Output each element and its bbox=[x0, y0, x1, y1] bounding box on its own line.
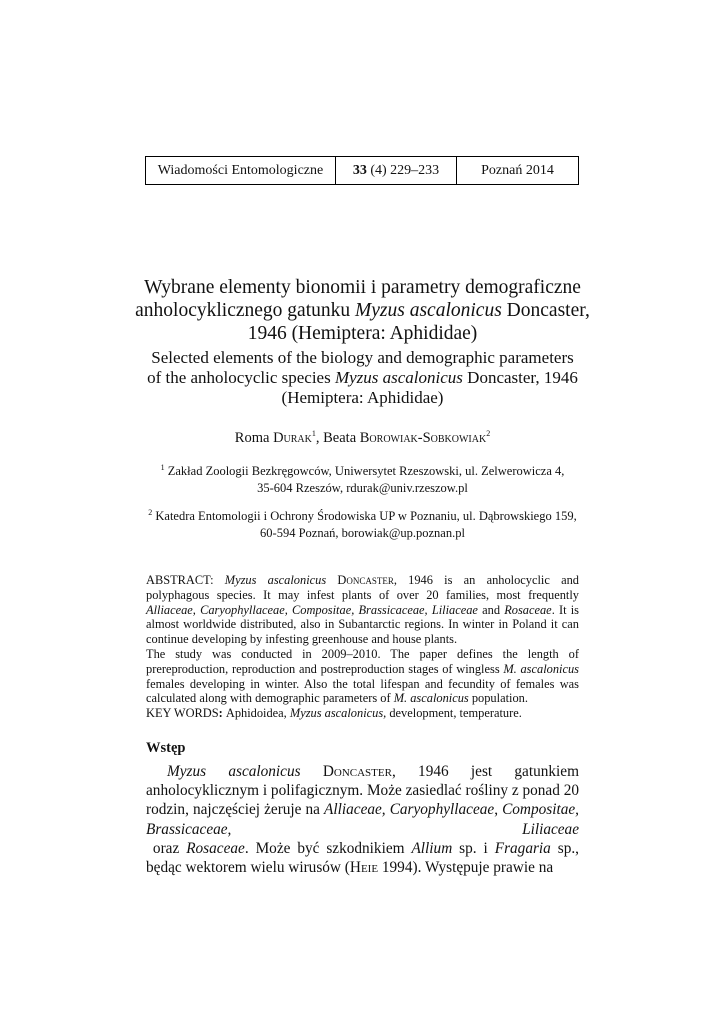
abstract-paragraph-2: The study was conducted in 2009–2010. The paper defines the length of prereproduction, reproduction and postreproduction stages of wingless M. ascalonicus females developing in winter. Also the total lifespan and fecundity of females was calculated along with demographic parameters of M. ascalonicus population. bbox=[146, 646, 579, 706]
journal-name: Wiadomości Entomologiczne bbox=[146, 157, 336, 184]
abstract bbox=[146, 573, 579, 706]
title-en-line1: Selected elements of the biology and demographic parameters bbox=[151, 348, 574, 367]
title-polish bbox=[90, 276, 635, 345]
title-pl-line3: 1946 (Hemiptera: Aphididae) bbox=[247, 323, 478, 344]
journal-header-box bbox=[145, 156, 579, 185]
issue-pages: (4) 229–233 bbox=[366, 162, 440, 178]
section-heading: Wstęp bbox=[146, 740, 186, 756]
body-paragraph: Myzus ascalonicus Doncaster, 1946 jest gatunkiem anholocyklicznym i polifagicznym. Może zasiedlać rośliny z ponad 20 rodzin, najczęściej żeruje na Alliaceae, Caryophyllaceae, Compositae, Brassicaceae, Liliaceae oraz Rosaceae. Może być szkodnikiem Allium sp. i Fragaria sp., będąc wektorem wielu wirusów (Heie 1994). Występuje prawie na bbox=[146, 763, 579, 877]
title-en-species: Myzus ascalonicus bbox=[334, 368, 463, 387]
authors: Roma Durak$^1$, Beata Borowiak-Sobkowiak$^2$ bbox=[234, 429, 491, 446]
affiliation-2: $^2$ Katedra Entomologii i Ochrony Środowiska UP w Poznaniu, ul. Dąbrowskiego 159, 60-594 Poznań, borowiak@up.poznan.pl bbox=[148, 507, 577, 540]
title-pl-line1: Wybrane elementy bionomii i parametry demograficzne bbox=[144, 277, 581, 298]
title-english bbox=[110, 348, 615, 408]
title-pl-line2: anholocyklicznego gatunku Myzus ascalonicus Doncaster, bbox=[135, 300, 590, 321]
journal-volume bbox=[336, 157, 457, 184]
title-en-line3: (Hemiptera: Aphididae) bbox=[281, 388, 444, 407]
title-pl-species: Myzus ascalonicus bbox=[355, 300, 502, 321]
author-1-surname: Durak bbox=[273, 430, 312, 446]
author-2-surname: Borowiak-Sobkowiak bbox=[359, 430, 487, 446]
affiliation-1: $^1$ Zakład Zoologii Bezkręgowców, Uniwersytet Rzeszowski, ul. Zelwerowicza 4, 35-604 Rzeszów, rdurak@univ.rzeszow.pl bbox=[160, 462, 565, 495]
volume-number: 33 bbox=[352, 162, 367, 178]
abstract-paragraph-1: ABSTRACT: Myzus ascalonicus Doncaster, 1946 is an anholocyclic and polyphagous species. It may infest plants of over 20 families, most frequently Alliaceae, Caryophyllaceae, Compositae, Brassicaceae, Liliaceae and Rosaceae. It is almost worldwide distributed, also in Subantarctic regions. In winter in Poland it can continue developing by infesting greenhouse and house plants. bbox=[146, 573, 579, 647]
title-en-line2: of the anholocyclic species Myzus ascalonicus Doncaster, 1946 bbox=[147, 368, 578, 387]
place-year: Poznań 2014 bbox=[481, 162, 554, 178]
keywords: KEY WORDS: Aphidoidea, Myzus ascalonicus, development, temperature. bbox=[146, 706, 522, 720]
